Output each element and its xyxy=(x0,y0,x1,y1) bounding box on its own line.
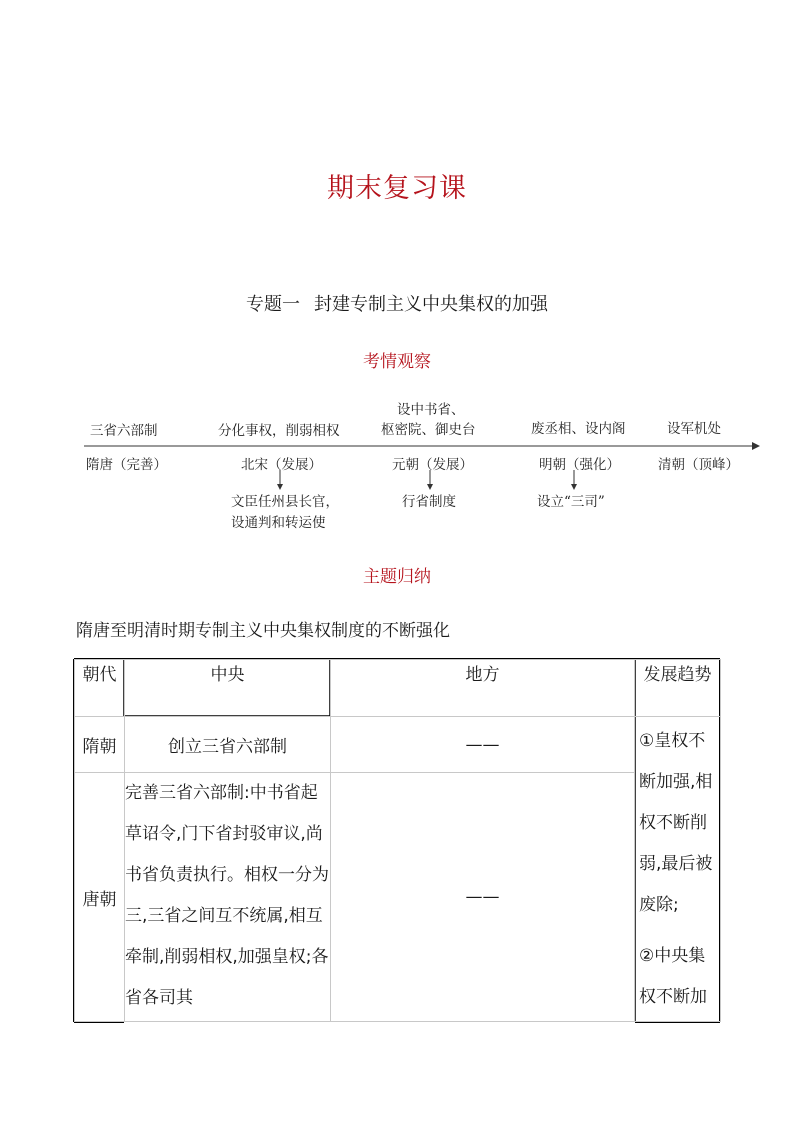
header-trend: 发展趋势 xyxy=(635,660,721,717)
topic-name: 封建专制主义中央集权的加强 xyxy=(314,294,548,315)
header-dynasty: 朝代 xyxy=(75,660,125,717)
section-overview: 考情观察 xyxy=(363,352,431,372)
row-tang-dynasty: 唐朝 xyxy=(75,773,125,1022)
page-title: 期末复习课 xyxy=(327,173,467,204)
tl-above-song: 分化事权，削弱相权 xyxy=(218,423,340,439)
tl-result-ming: 设立“三司” xyxy=(537,494,605,510)
tl-result-yuan: 行省制度 xyxy=(402,494,456,510)
row-sui-local: —— xyxy=(331,717,635,773)
table-row xyxy=(75,773,721,1022)
trend-item-2: ②中央集权不断加 xyxy=(639,946,707,1007)
trend-item-1: ①皇权不断加强,相权不断削弱,最后被废除; xyxy=(639,731,713,915)
header-central: 中央 xyxy=(125,660,331,717)
tl-result-song-1: 文臣任州县长官， xyxy=(231,494,339,510)
row-tang-local: —— xyxy=(331,773,635,1022)
table-header-row xyxy=(75,660,721,717)
tl-above-yuan-1: 设中书省、 xyxy=(397,402,465,418)
tl-below-sui-tang: 隋唐（完善） xyxy=(86,457,167,473)
tl-above-sui-tang: 三省六部制 xyxy=(90,423,158,439)
tl-below-ming: 明朝（强化） xyxy=(539,457,620,473)
header-local: 地方 xyxy=(331,660,635,717)
tl-below-yuan: 元朝（发展） xyxy=(392,457,473,473)
intro-text: 隋唐至明清时期专制主义中央集权制度的不断强化 xyxy=(76,621,450,641)
tl-below-song: 北宋（发展） xyxy=(241,457,322,473)
tl-above-yuan-2: 枢密院、御史台 xyxy=(381,422,476,438)
section-summary: 主题归纳 xyxy=(363,567,431,587)
table-row xyxy=(75,717,721,773)
row-tang-central xyxy=(125,773,331,1022)
tl-result-song-2: 设通判和转运使 xyxy=(231,515,326,531)
row-sui-dynasty: 隋朝 xyxy=(75,717,125,773)
row-tang-central-text: 完善三省六部制:中书省起草诏令,门下省封驳审议,尚书省负责执行。相权一分为三,三省之间互不统属,相互牵制,削弱相权,加强皇权;各省各司其 xyxy=(125,783,329,1008)
tl-above-ming: 废丞相、设内阁 xyxy=(531,421,626,437)
row-sui-central: 创立三省六部制 xyxy=(125,717,331,773)
topic-label: 专题一 xyxy=(246,294,300,315)
trend-cell xyxy=(635,717,721,1022)
summary-table xyxy=(74,659,721,1022)
tl-below-qing: 清朝（顶峰） xyxy=(658,457,739,473)
tl-above-qing: 设军机处 xyxy=(667,421,721,437)
